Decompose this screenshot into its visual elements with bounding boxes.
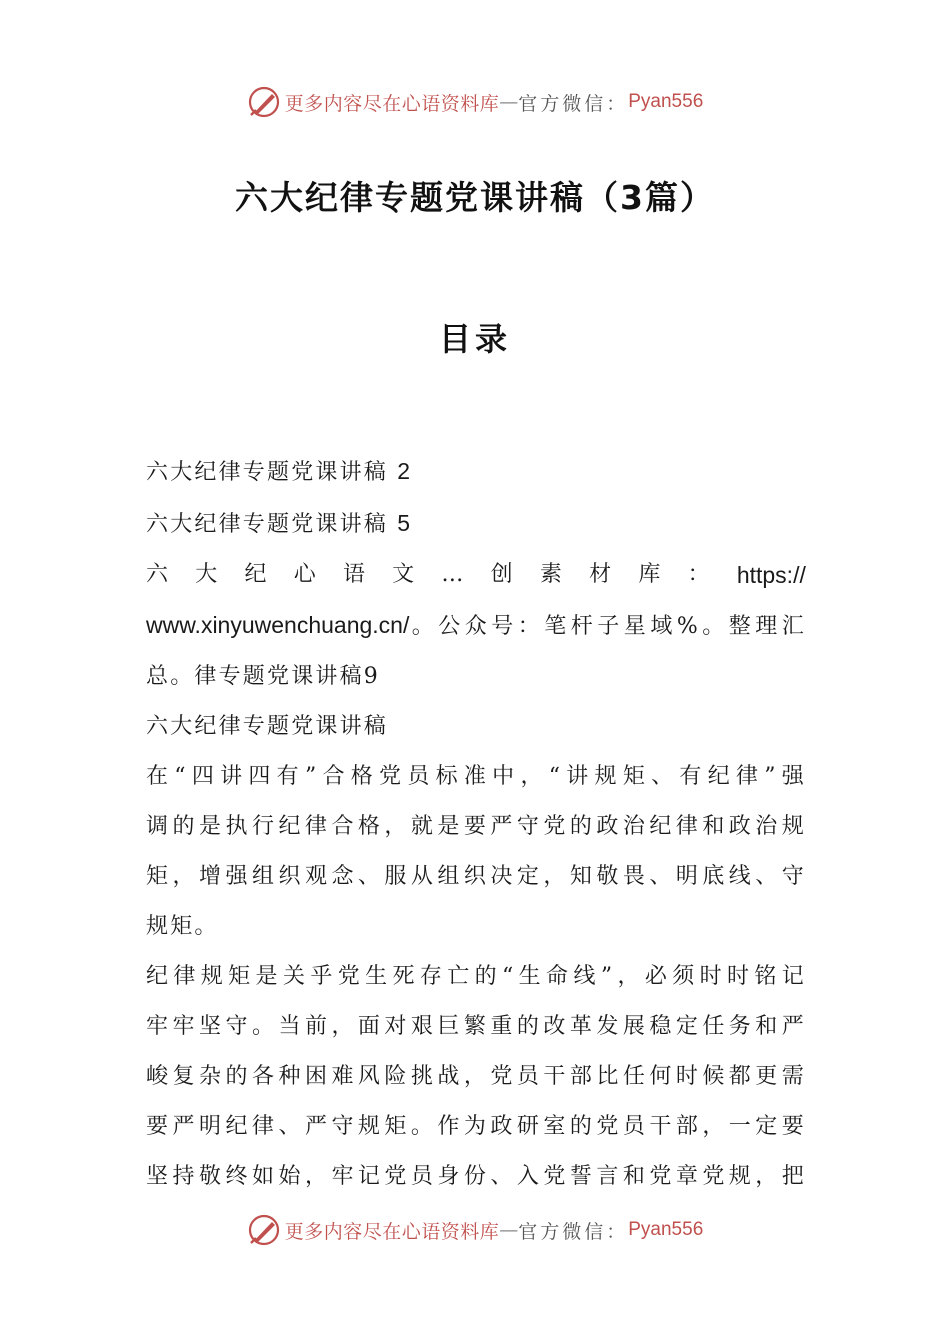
url-link[interactable]: www.xinyuwenchuang.cn/ <box>146 612 410 638</box>
watermark-banner-bottom <box>0 1210 950 1250</box>
section-title: 六大纪律专题党课讲稿 <box>146 714 389 739</box>
banner-wechat-id: Pyan556 <box>628 91 704 112</box>
toc-page-number: 2 <box>397 458 411 484</box>
toc-page-number: 5 <box>397 510 411 536</box>
paragraph-line: 在“四讲四有”合格党员标准中，“讲规矩、有纪律”强 <box>146 764 806 789</box>
banner-wechat-id: Pyan556 <box>628 1219 704 1240</box>
banner-wechat-label: 官方微信： <box>518 92 629 115</box>
banner-text: 更多内容尽在心语资料库 <box>284 1220 500 1243</box>
watermark-banner-top <box>0 82 950 122</box>
paragraph-line: 要严明纪律、严守规矩。作为政研室的党员干部，一定要 <box>146 1114 806 1139</box>
banner-wechat-label: 官方微信： <box>518 1220 629 1243</box>
pen-logo-icon <box>247 1213 281 1247</box>
toc-item-end-line: 总。律专题党课讲稿9 <box>146 664 380 689</box>
banner-dash: — <box>499 91 519 113</box>
toc-heading: 目录 <box>438 320 511 358</box>
banner-text: 更多内容尽在心语资料库 <box>284 92 500 115</box>
pen-logo-icon <box>247 85 281 119</box>
document-title: 六大纪律专题党课讲稿（3篇） <box>235 178 715 217</box>
paragraph-line: 峻复杂的各种困难风险挑战，党员干部比任何时候都更需 <box>146 1064 806 1089</box>
paragraph-line: 矩，增强组织观念、服从组织决定，知敬畏、明底线、守 <box>146 864 806 889</box>
toc-item[interactable]: 六大纪律专题党课讲稿 2 <box>146 458 411 485</box>
paragraph-line: 坚持敬终如始，牢记党员身份、入党誓言和党章党规，把 <box>146 1164 806 1189</box>
banner-dash: — <box>499 1219 519 1241</box>
toc-item[interactable]: 六大纪律专题党课讲稿 5 <box>146 510 411 537</box>
document-content <box>146 446 806 1202</box>
paragraph-line: 纪律规矩是关乎党生死存亡的“生命线”，必须时时铭记 <box>146 964 806 989</box>
paragraph-line: 牢牢坚守。当前，面对艰巨繁重的改革发展稳定任务和严 <box>146 1014 806 1039</box>
url-link-part[interactable]: https:// <box>736 562 806 588</box>
toc-item-spread-line[interactable]: 六 大 纪 心 语 文 … 创 素 材 库 ： https:// <box>146 550 806 600</box>
toc-item-url-line: www.xinyuwenchuang.cn/。公众号：笔杆子星域%。整理汇 <box>146 612 806 639</box>
paragraph-line: 调的是执行纪律合格，就是要严守党的政治纪律和政治规 <box>146 814 806 839</box>
paragraph-line: 规矩。 <box>146 914 219 939</box>
